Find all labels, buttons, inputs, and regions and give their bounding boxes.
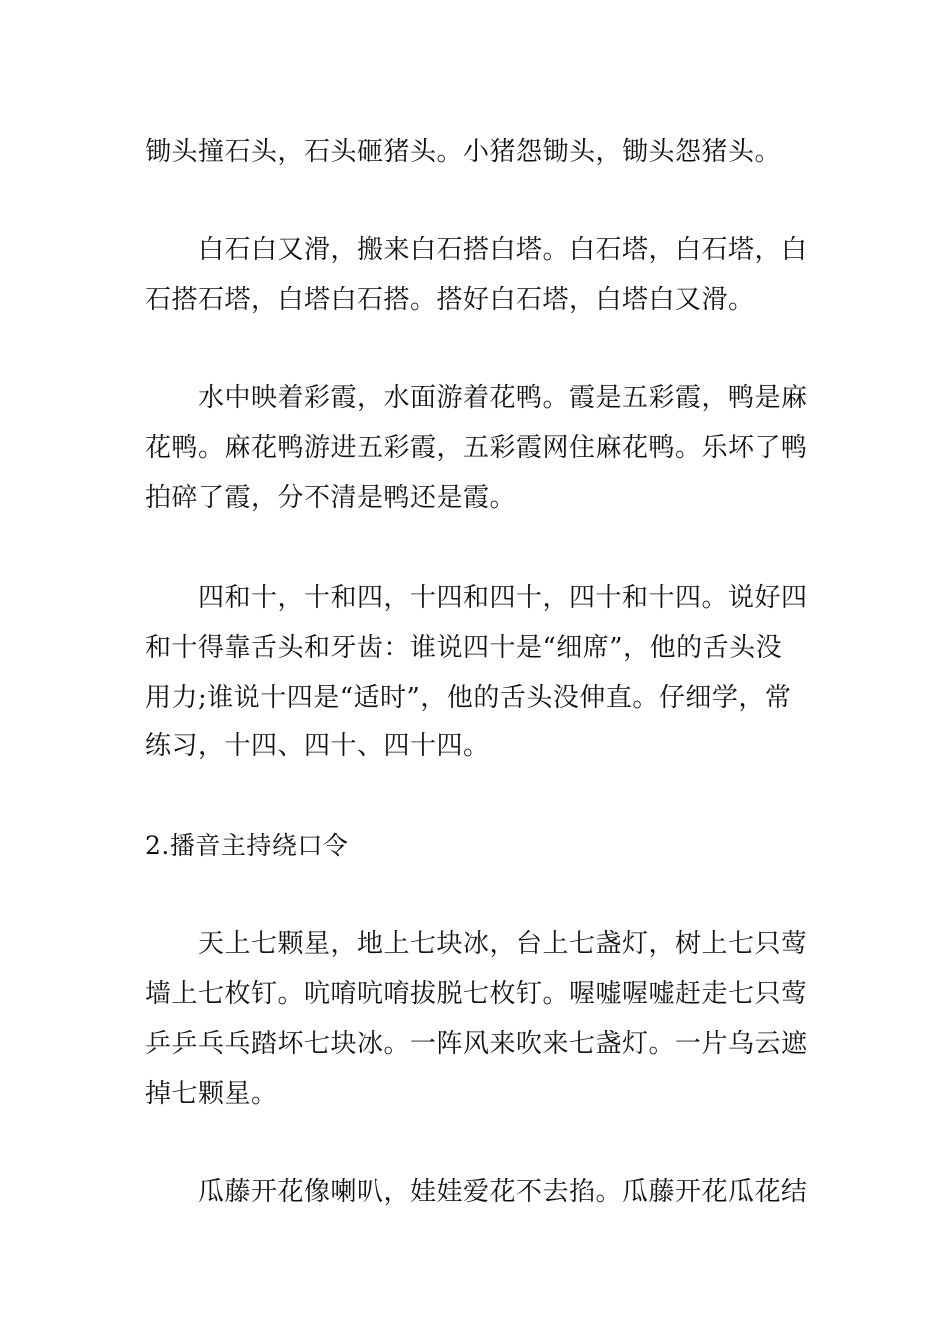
text-line: 四和十，十和四，十四和四十，四十和十四。说好四 <box>198 583 808 613</box>
text-line: 天上七颗星，地上七块冰，台上七盏灯，树上七只莺 <box>198 929 808 959</box>
text-line: 和十得靠舌头和牙齿：谁说四十是“细席”，他的舌头没 <box>145 633 783 663</box>
text-line: 用力;谁说十四是“适时”，他的舌头没伸直。仔细学，常 <box>145 683 792 713</box>
text-line: 掉七颗星。 <box>145 1079 278 1109</box>
text-line: 水中映着彩霞，水面游着花鸭。霞是五彩霞，鸭是麻 <box>198 383 808 413</box>
text-line: 白石白又滑，搬来白石搭白塔。白石塔，白石塔，白 <box>198 235 808 265</box>
text-line: 墙上七枚钉。吭唷吭唷拔脱七枚钉。喔嘘喔嘘赶走七只莺 <box>145 979 808 1009</box>
text-line: 锄头撞石头，石头砸猪头。小猪怨锄头，锄头怨猪头。 <box>145 137 782 167</box>
text-line: 拍碎了霞，分不清是鸭还是霞。 <box>145 483 517 513</box>
text-line: 花鸭。麻花鸭游进五彩霞，五彩霞网住麻花鸭。乐坏了鸭 <box>145 433 808 463</box>
text-line: 瓜藤开花像喇叭，娃娃爱花不去掐。瓜藤开花瓜花结 <box>198 1177 808 1207</box>
text-line: 石搭石塔，白塔白石搭。搭好白石塔，白塔白又滑。 <box>145 285 755 315</box>
section-heading: 2.播音主持绕口令 <box>145 831 349 860</box>
text-line: 乒乒乓乓踏坏七块冰。一阵风来吹来七盏灯。一片乌云遮 <box>145 1029 808 1059</box>
text-line: 练习，十四、四十、四十四。 <box>145 731 490 761</box>
